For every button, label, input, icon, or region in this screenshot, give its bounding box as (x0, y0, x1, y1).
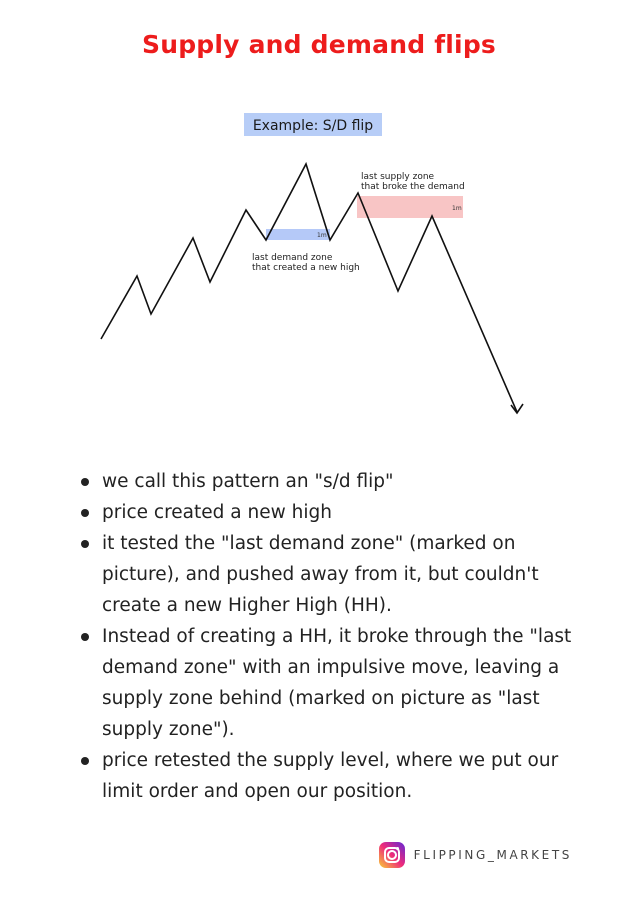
supply-zone (357, 196, 463, 218)
supply-label-line1: last supply zone (361, 172, 435, 182)
demand-label-line1: last demand zone (252, 253, 333, 263)
sd-flip-diagram (0, 0, 638, 440)
example-label: Example: S/D flip (252, 118, 374, 134)
bullet-item: Instead of creating a HH, it broke through the "last demand zone" with an impulsive move, leaving a supply zone behind (marked on picture as "last supply zone"). (78, 621, 598, 745)
bullet-list (78, 466, 598, 807)
bullet-item: it tested the "last demand zone" (marked on picture), and pushed away from it, but couldn't create a new Higher High (HH). (78, 528, 598, 621)
footer (379, 842, 572, 868)
bullet-item: we call this pattern an "s/d flip" (78, 466, 598, 497)
demand-label-line2: that created a new high (252, 263, 360, 273)
arrow-head (511, 404, 523, 413)
page-title: Supply and demand flips (142, 30, 496, 59)
supply-zone-timeframe: 1m (452, 205, 462, 212)
instagram-handle[interactable]: FLIPPING_MARKETS (413, 848, 572, 862)
instagram-icon[interactable] (379, 842, 405, 868)
demand-zone-timeframe: 1m (317, 232, 327, 239)
bullet-item: price retested the supply level, where we put our limit order and open our position. (78, 745, 598, 807)
supply-label-line2: that broke the demand (361, 182, 465, 192)
bullet-item: price created a new high (78, 497, 598, 528)
